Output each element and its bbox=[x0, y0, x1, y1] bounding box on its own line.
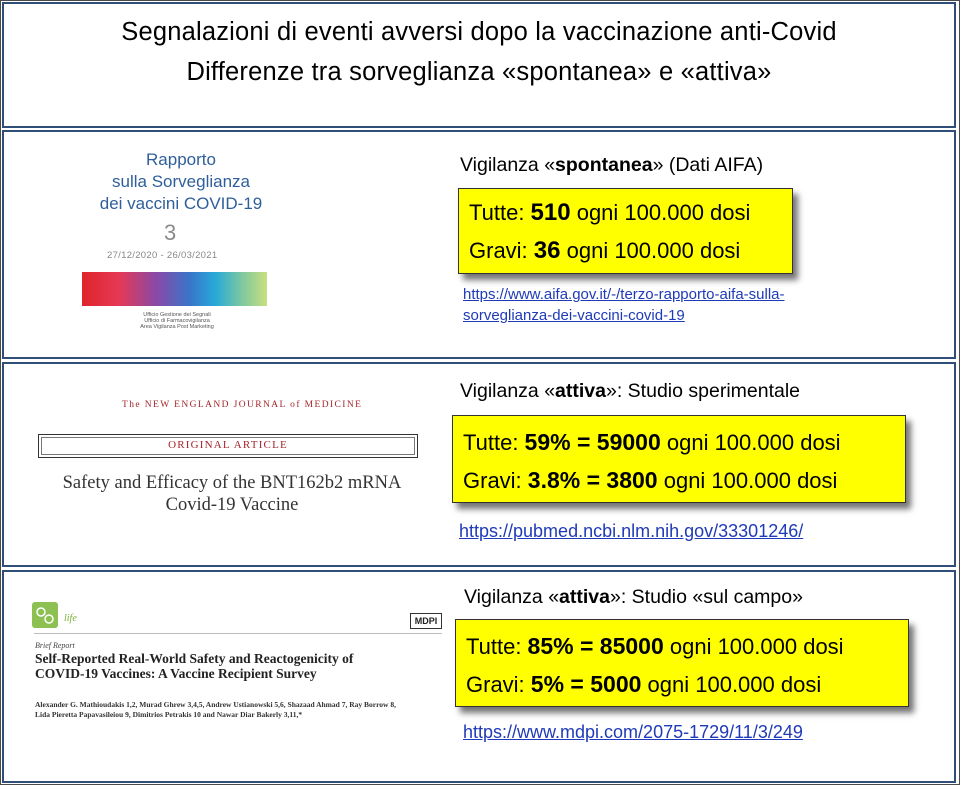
section-spontaneous bbox=[2, 130, 956, 359]
mdpi-link[interactable]: https://www.mdpi.com/2075-1729/11/3/249 bbox=[463, 722, 803, 742]
aifa-office-1: Ufficio Gestione dei Segnali bbox=[143, 312, 211, 318]
aifa-link-line2[interactable]: sorveglianza-dei-vaccini-covid-19 bbox=[463, 307, 685, 324]
stats-box bbox=[455, 619, 909, 707]
severe-events-line: Gravi: 36 ogni 100.000 dosi bbox=[469, 237, 741, 264]
aifa-title-line3: dei vaccini COVID-19 bbox=[99, 194, 263, 213]
life-journal-logo-icon bbox=[32, 602, 58, 628]
nejm-title-line2: Covid-19 Vaccine bbox=[165, 495, 299, 515]
aifa-title-line1: Rapporto bbox=[146, 150, 216, 169]
title-panel bbox=[2, 2, 956, 128]
aifa-office-3: Area Vigilanza Post Marketing bbox=[140, 324, 214, 330]
severe-events-line: Gravi: 3.8% = 3800 ogni 100.000 dosi bbox=[463, 467, 838, 493]
section-heading: Vigilanza «attiva»: Studio «sul campo» bbox=[464, 586, 803, 608]
aifa-title-line2: sulla Sorveglianza bbox=[112, 172, 250, 191]
aifa-color-bar bbox=[82, 272, 267, 306]
subtitle: Differenze tra sorveglianza «spontanea» e «attiva» bbox=[186, 58, 772, 86]
nejm-article-type-box bbox=[38, 434, 418, 458]
aifa-link-line1[interactable]: https://www.aifa.gov.it/-/terzo-rapporto-aifa-sulla- bbox=[463, 286, 785, 303]
mdpi-article-type: Brief Report bbox=[35, 641, 75, 650]
section-active-trial bbox=[2, 362, 956, 567]
all-events-line: Tutte: 59% = 59000 ogni 100.000 dosi bbox=[463, 429, 841, 455]
nejm-title-line1: Safety and Efficacy of the BNT162b2 mRNA bbox=[62, 473, 402, 493]
all-events-line: Tutte: 85% = 85000 ogni 100.000 dosi bbox=[466, 633, 844, 659]
severe-events-line: Gravi: 5% = 5000 ogni 100.000 dosi bbox=[466, 671, 822, 697]
section-active-field bbox=[2, 570, 956, 783]
divider bbox=[34, 633, 442, 634]
mdpi-logo: MDPI bbox=[410, 613, 442, 629]
aifa-office-2: Ufficio di Farmacovigilanza bbox=[144, 318, 210, 324]
section-heading: Vigilanza «attiva»: Studio sperimentale bbox=[460, 380, 801, 402]
pubmed-link[interactable]: https://pubmed.ncbi.nlm.nih.gov/33301246/ bbox=[459, 521, 804, 541]
nejm-journal-name: The NEW ENGLAND JOURNAL of MEDICINE bbox=[122, 400, 363, 410]
mdpi-article-title: Self-Reported Real-World Safety and Reactogenicity of COVID-19 Vaccines: A Vaccine Recipient Survey bbox=[35, 651, 354, 681]
section-heading: Vigilanza «spontanea» (Dati AIFA) bbox=[460, 154, 764, 176]
aifa-report-number: 3 bbox=[164, 220, 177, 245]
aifa-report-dates: 27/12/2020 - 26/03/2021 bbox=[107, 250, 218, 261]
life-journal-name: life bbox=[64, 613, 77, 624]
stats-box bbox=[452, 415, 906, 503]
mdpi-authors: Alexander G. Mathioudakis 1,2, Murad Ghrew 3,4,5, Andrew Ustianowski 5,6, Shazaad Ahmad 7, Ray Borrow 8, Lida Pieretta Papavasileiou 9, Dimitrios Petrakis 10 and Nawar Diar Bakerly 3,11,* bbox=[35, 700, 396, 719]
main-title: Segnalazioni di eventi avversi dopo la vaccinazione anti-Covid bbox=[121, 18, 837, 46]
stats-box bbox=[458, 188, 793, 274]
all-events-line: Tutte: 510 ogni 100.000 dosi bbox=[469, 199, 751, 226]
nejm-article-type: ORIGINAL ARTICLE bbox=[168, 439, 288, 451]
